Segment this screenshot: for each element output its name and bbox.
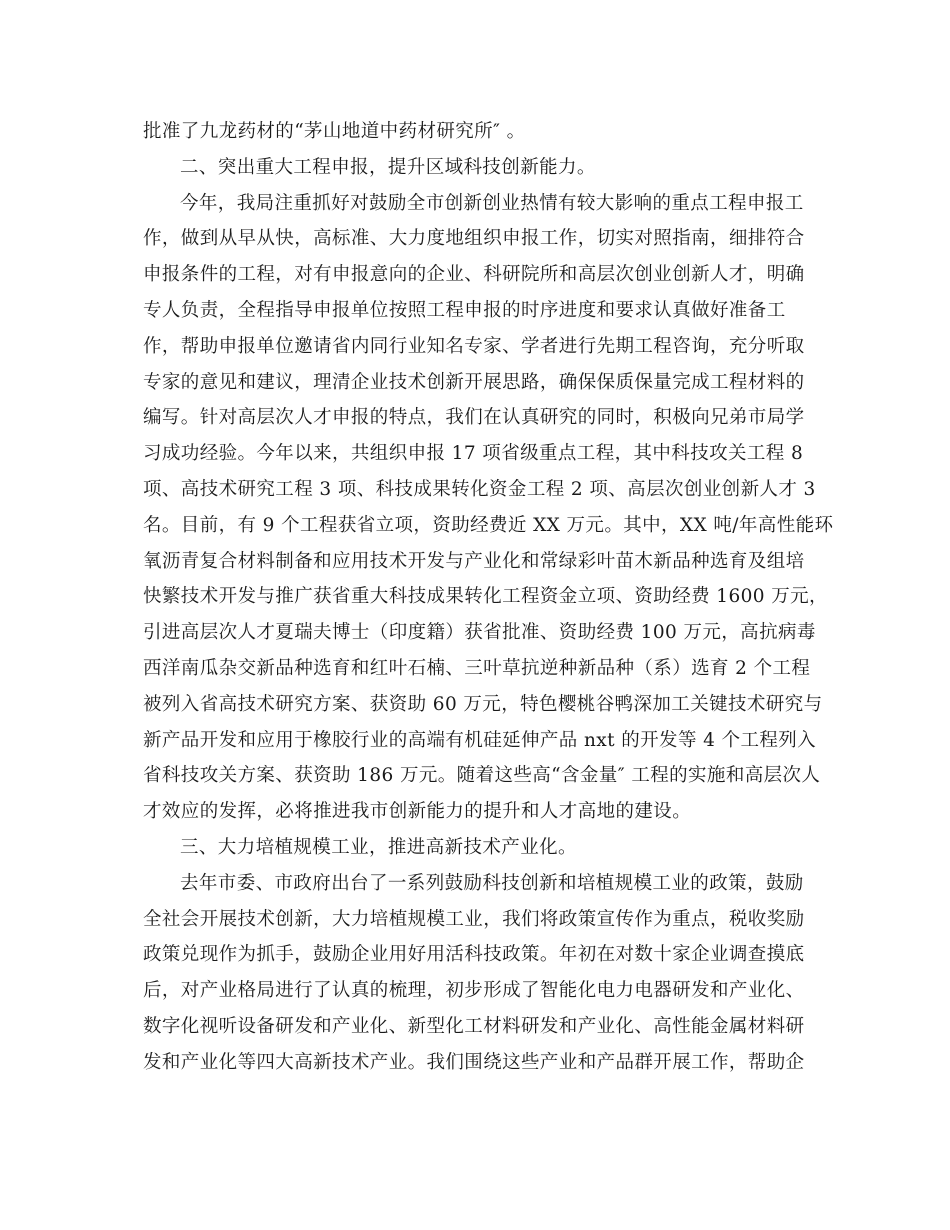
text-line: 编写。针对高层次人才申报的特点，我们在认真研究的同时，积极向兄弟市局学 xyxy=(143,407,805,429)
text-line: 氧沥青复合材料制备和应用技术开发与产业化和常绿彩叶苗木新品种选育及组培 xyxy=(143,550,805,572)
text-line: 去年市委、市政府出台了一系列鼓励科技创新和培植规模工业的政策，鼓励 xyxy=(180,872,804,894)
text-line: 后，对产业格局进行了认真的梳理，初步形成了智能化电力电器研发和产业化、 xyxy=(143,980,805,1002)
section-heading: 二、突出重大工程申报，提升区域科技创新能力。 xyxy=(180,156,596,178)
text-line: 新产品开发和应用于橡胶行业的高端有机硅延伸产品 nxt 的开发等 4 个工程列入 xyxy=(143,729,817,751)
text-line: 作，做到从早从快，高标准、大力度地组织申报工作，切实对照指南，细排符合 xyxy=(143,228,805,250)
text-line: 数字化视听设备研发和产业化、新型化工材料研发和产业化、高性能金属材料研 xyxy=(143,1015,805,1037)
text-line: 今年，我局注重抓好对鼓励全市创新创业热情有较大影响的重点工程申报工 xyxy=(180,192,804,214)
text-line: 政策兑现作为抓手，鼓励企业用好用活科技政策。年初在对数十家企业调查摸底 xyxy=(143,944,805,966)
text-line: 专人负责，全程指导申报单位按照工程申报的时序进度和要求认真做好准备工 xyxy=(143,299,786,321)
section-heading: 三、大力培植规模工业，推进高新技术产业化。 xyxy=(180,836,577,858)
text-line: 申报条件的工程，对有申报意向的企业、科研院所和高层次创业创新人才，明确 xyxy=(143,264,805,286)
text-line: 名。目前，有 9 个工程获省立项，资助经费近 XX 万元。其中，XX 吨/年高性能环 xyxy=(143,514,834,536)
text-line: 发和产业化等四大高新技术产业。我们围绕这些产业和产品群开展工作，帮助企 xyxy=(143,1051,805,1073)
text-line: 项、高技术研究工程 3 项、科技成果转化资金工程 2 项、高层次创业创新人才 3 xyxy=(143,478,816,500)
text-line: 西洋南瓜杂交新品种选育和红叶石楠、三叶草抗逆种新品种（系）选育 2 个工程 xyxy=(143,657,811,679)
text-line: 批准了九龙药材的“茅山地道中药材研究所″ 。 xyxy=(143,121,526,142)
document-body xyxy=(143,114,834,1081)
text-line: 习成功经验。今年以来，共组织申报 17 项省级重点工程，其中科技攻关工程 8 xyxy=(143,443,804,465)
text-line: 引进高层次人才夏瑞夫博士（印度籍）获省批准、资助经费 100 万元，高抗病毒 xyxy=(143,622,816,644)
text-line: 省科技攻关方案、获资助 186 万元。随着这些高“含金量″ 工程的实施和高层次人 xyxy=(143,765,821,787)
text-line: 才效应的发挥，必将推进我市创新能力的提升和人才高地的建设。 xyxy=(143,801,692,823)
text-line: 作，帮助申报单位邀请省内同行业知名专家、学者进行先期工程咨询，充分听取 xyxy=(143,335,805,357)
text-line: 快繁技术开发与推广获省重大科技成果转化工程资金立项、资助经费 1600 万元， xyxy=(143,586,828,608)
text-line: 被列入省高技术研究方案、获资助 60 万元，特色樱桃谷鸭深加工关键技术研究与 xyxy=(143,693,823,715)
text-line: 全社会开展技术创新，大力培植规模工业，我们将政策宣传作为重点，税收奖励 xyxy=(143,908,805,930)
text-line: 专家的意见和建议，理清企业技术创新开展思路，确保保质保量完成工程材料的 xyxy=(143,371,805,393)
